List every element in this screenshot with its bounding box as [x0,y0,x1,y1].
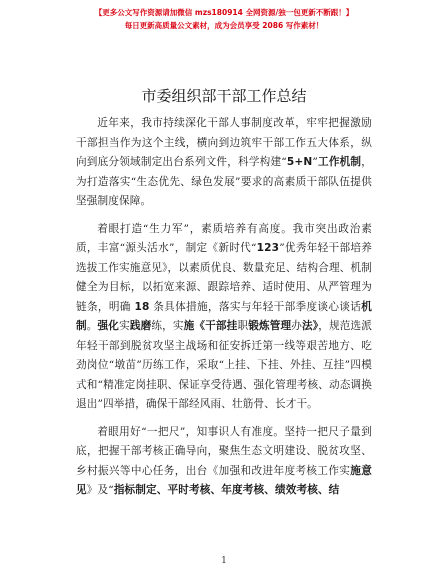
paragraph-text: 着眼用好“一把尺”，知事识人有准度。坚持一把尺子量到底，把握干部考核正确导向，聚焦生态文明建设、脱贫攻坚、乡村振兴等中心任务，出台《加强和改进年度考核工作实 [76,425,372,477]
paragraph-text: 条具体措施，落实与年轻干部季度谈心谈话 [149,300,362,313]
body-paragraph [76,220,372,415]
promo-banner-line-2: 每日更新高质量公文素材，成为会员享受 2086 写作素材！ [124,21,324,30]
document-title: 市委组织部干部工作总结 [141,87,307,105]
document-body [76,114,372,509]
paragraph-text: 实 [119,320,130,332]
emphasized-text: 工作机制 [317,156,362,168]
paragraph-text: 练，实 [151,320,184,332]
paragraph-text: ”优秀年轻干部培养选拔工作实施意见》，以素质优良、数量充足、结构合理、机制健全为目标，以拓宽来源、跟踪培养、适时使用、从严管理为链条，明确 [76,242,372,313]
paragraph-text: 着眼打造“生力军”，素质培养有高度。我市突出政治素质，丰富“源头活水”，制定《新时代“ [76,222,372,254]
emphasized-text: 法》 [302,320,319,332]
paragraph-text: ” [312,156,318,168]
paragraph-text: 办 [291,320,303,332]
emphasized-text: 123 [256,242,280,254]
paragraph-text: 。 [86,320,98,332]
body-paragraph [76,423,372,501]
emphasized-text: 施《干部挂 [183,320,238,332]
emphasized-text: 践磨 [129,320,152,332]
paragraph-text: 职 [237,320,249,332]
page-number: 1 [221,556,227,566]
paragraph-text: 》及“ [86,484,114,496]
emphasized-text: 机制 [76,300,372,332]
emphasized-text: 强化 [97,320,120,332]
emphasized-text: 施意见 [76,464,372,496]
body-paragraph [76,114,372,212]
emphasized-text: 锻炼管理 [248,320,292,332]
emphasized-text: 指标制定、平时考核、年度考核、绩效考核、结 [113,484,340,496]
paragraph-text: ，规范选派年轻干部到脱贫攻坚主战场和征安拆迁第一线等艰苦地方、吃劲岗位“墩苗”历练工作，采取“上挂、下挂、外挂、互挂”四模式和“精准定岗挂职、保证享受待遇、强化管理考核、动态调换退出”四举措，确保干部经风雨、壮筋骨、长才干。 [76,320,373,410]
promo-banner-line-1: 【更多公文写作资源请加微信 mzs180914 全网资源/独一包更新不断跟！】 [94,8,354,17]
emphasized-text: 5+N [286,156,313,168]
paragraph-text: 近年来，我市持续深化干部人事制度改革，牢牢把握激励干部担当作为这个主线，横向到边筑牢干部工作五大体系，纵向到底分领域制定出台系列文件，科学构建“ [76,117,372,168]
promo-banner [0,6,448,32]
paragraph-text: ，为打造落实“生态优先、绿色发展”要求的高素质干部队伍提供坚强制度保障。 [76,156,372,207]
emphasized-text: 18 [134,300,150,313]
